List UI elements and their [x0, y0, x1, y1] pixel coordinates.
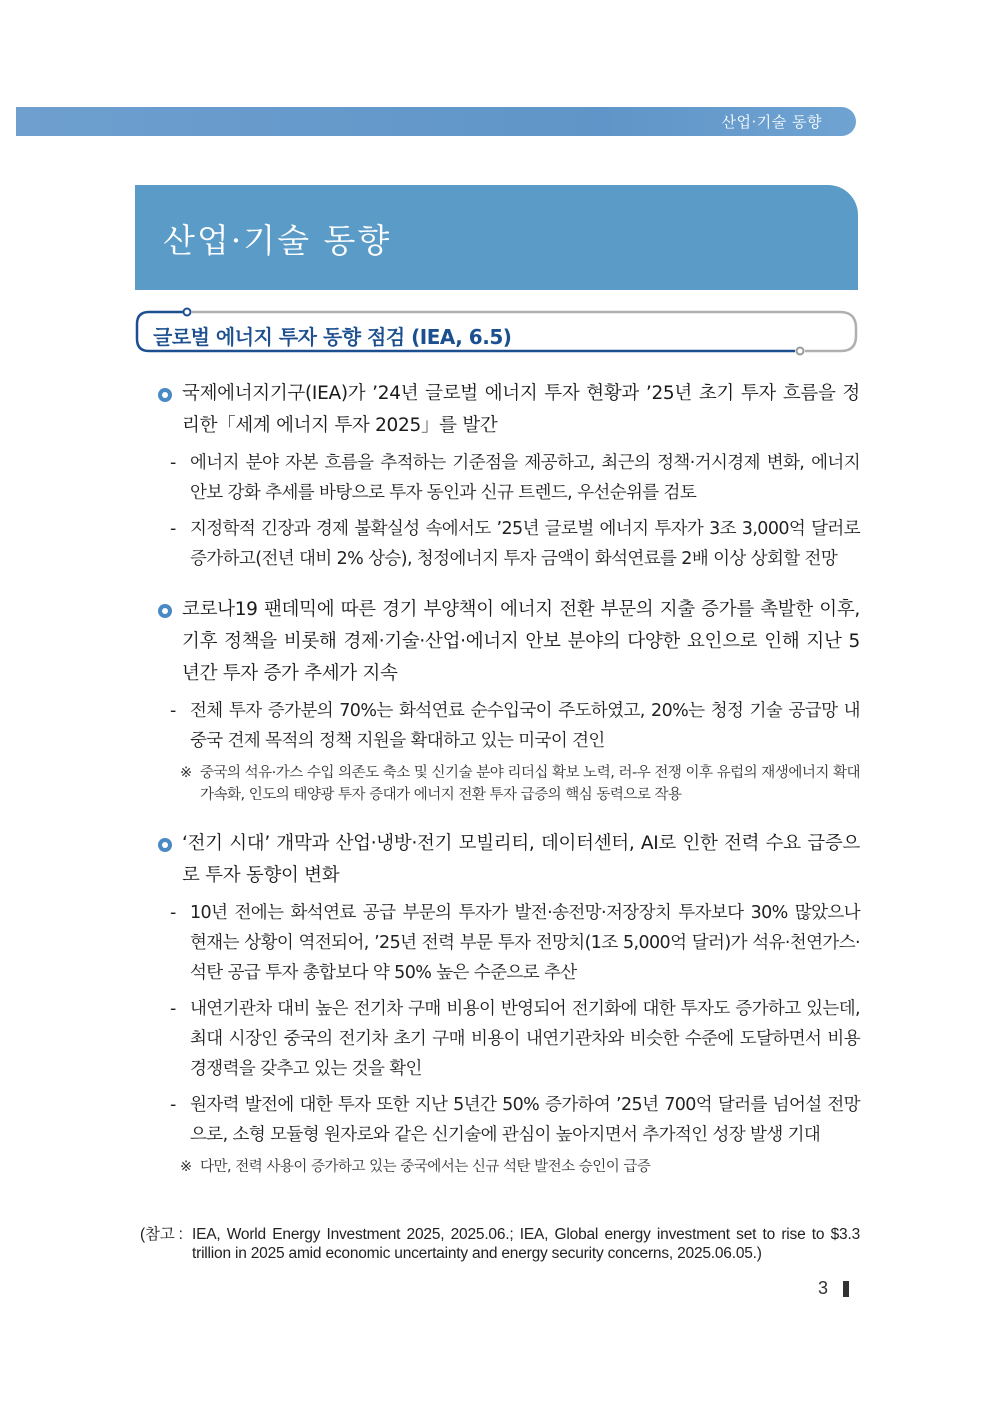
title-box — [135, 185, 858, 290]
dash-mark: - — [170, 999, 176, 1019]
section-heading: 글로벌 에너지 투자 동향 점검 (IEA, 6.5) — [153, 325, 512, 349]
bullet-text: 코로나19 팬데믹에 따른 경기 부양책이 에너지 전환 부문의 지출 증가를 촉발한 이후, 기후 정책을 비롯해 경제·기술·산업·에너지 안보 분야의 다양한 요인으로 인해 지난 5년간 투자 증가 추세가 지속 — [182, 599, 860, 684]
note-item — [155, 762, 860, 806]
circle-bullet-icon — [158, 388, 172, 402]
reference-text: IEA, World Energy Investment 2025, 2025.06.; IEA, Global energy investment set to rise to $3.3 trillion in 2025 amid economic uncertainty and energy security concerns, 2025.06.05.) — [192, 1226, 860, 1262]
note-mark: ※ — [180, 1159, 192, 1175]
sub-text: 에너지 분야 자본 흐름을 추적하는 기준점을 제공하고, 최근의 정책·거시경제 변화, 에너지 안보 강화 추세를 바탕으로 투자 동인과 신규 트렌드, 우선순위를 검토 — [190, 453, 860, 503]
dash-mark: - — [170, 903, 176, 923]
sub-item — [155, 994, 860, 1084]
sub-item — [155, 1090, 860, 1150]
reference-block — [140, 1225, 860, 1263]
sub-item — [155, 514, 860, 574]
section-heading-frame — [135, 305, 860, 360]
sub-item — [155, 898, 860, 988]
main-content — [155, 378, 860, 1186]
page-number: 3 — [818, 1278, 829, 1298]
bullet-text: ‘전기 시대’ 개막과 산업·냉방·전기 모빌리티, 데이터센터, AI로 인한 전력 수요 급증으로 투자 동향이 변화 — [182, 833, 860, 886]
sub-text: 10년 전에는 화석연료 공급 부문의 투자가 발전·송전망·저장장치 투자보다 30% 많았으나 현재는 상황이 역전되어, ’25년 전력 부문 투자 전망치(1조 5,000억 달러)가 석유·천연가스·석탄 공급 투자 총합보다 약 50% 높은 수준으로 추산 — [190, 903, 860, 983]
dash-mark: - — [170, 701, 176, 721]
sub-text: 지정학적 긴장과 경제 불확실성 속에서도 ’25년 글로벌 에너지 투자가 3조 3,000억 달러로 증가하고(전년 대비 2% 상승), 청정에너지 투자 금액이 화석연료를 2배 이상 상회할 전망 — [190, 519, 860, 569]
header-band — [16, 107, 856, 136]
page-number-bar — [843, 1281, 849, 1297]
dash-mark: - — [170, 453, 176, 473]
sub-item — [155, 448, 860, 508]
circle-bullet-icon — [158, 838, 172, 852]
sub-text: 내연기관차 대비 높은 전기차 구매 비용이 반영되어 전기화에 대한 투자도 증가하고 있는데, 최대 시장인 중국의 전기차 초기 구매 비용이 내연기관차와 비슷한 수준에 도달하면서 비용 경쟁력을 갖추고 있는 것을 확인 — [190, 999, 860, 1079]
bullet-item — [155, 594, 860, 690]
dash-mark: - — [170, 1095, 176, 1115]
header-band-label: 산업·기술 동향 — [721, 113, 822, 131]
bullet-item — [155, 828, 860, 892]
sub-text: 전체 투자 증가분의 70%는 화석연료 순수입국이 주도하였고, 20%는 청정 기술 공급망 내 중국 견제 목적의 정책 지원을 확대하고 있는 미국이 견인 — [190, 701, 860, 751]
note-item — [155, 1156, 860, 1178]
note-text: 중국의 석유·가스 수입 의존도 축소 및 신기술 분야 리더십 확보 노력, 러-우 전쟁 이후 유럽의 재생에너지 확대 가속화, 인도의 태양광 투자 증대가 에너지 전환 투자 급증의 핵심 동력으로 작용 — [200, 765, 860, 803]
circle-bullet-icon — [158, 604, 172, 618]
page-title: 산업·기술 동향 — [163, 221, 392, 260]
reference-label: (참고 : — [140, 1226, 183, 1243]
bullet-text: 국제에너지기구(IEA)가 ’24년 글로벌 에너지 투자 현황과 ’25년 초기 투자 흐름을 정리한「세계 에너지 투자 2025」를 발간 — [182, 383, 860, 436]
dash-mark: - — [170, 519, 176, 539]
note-mark: ※ — [180, 765, 192, 781]
bullet-item — [155, 378, 860, 442]
sub-text: 원자력 발전에 대한 투자 또한 지난 5년간 50% 증가하여 ’25년 700억 달러를 넘어설 전망으로, 소형 모듈형 원자로와 같은 신기술에 관심이 높아지면서 추가적인 성장 발생 기대 — [190, 1095, 860, 1145]
note-text: 다만, 전력 사용이 증가하고 있는 중국에서는 신규 석탄 발전소 승인이 급증 — [200, 1159, 651, 1175]
sub-item — [155, 696, 860, 756]
